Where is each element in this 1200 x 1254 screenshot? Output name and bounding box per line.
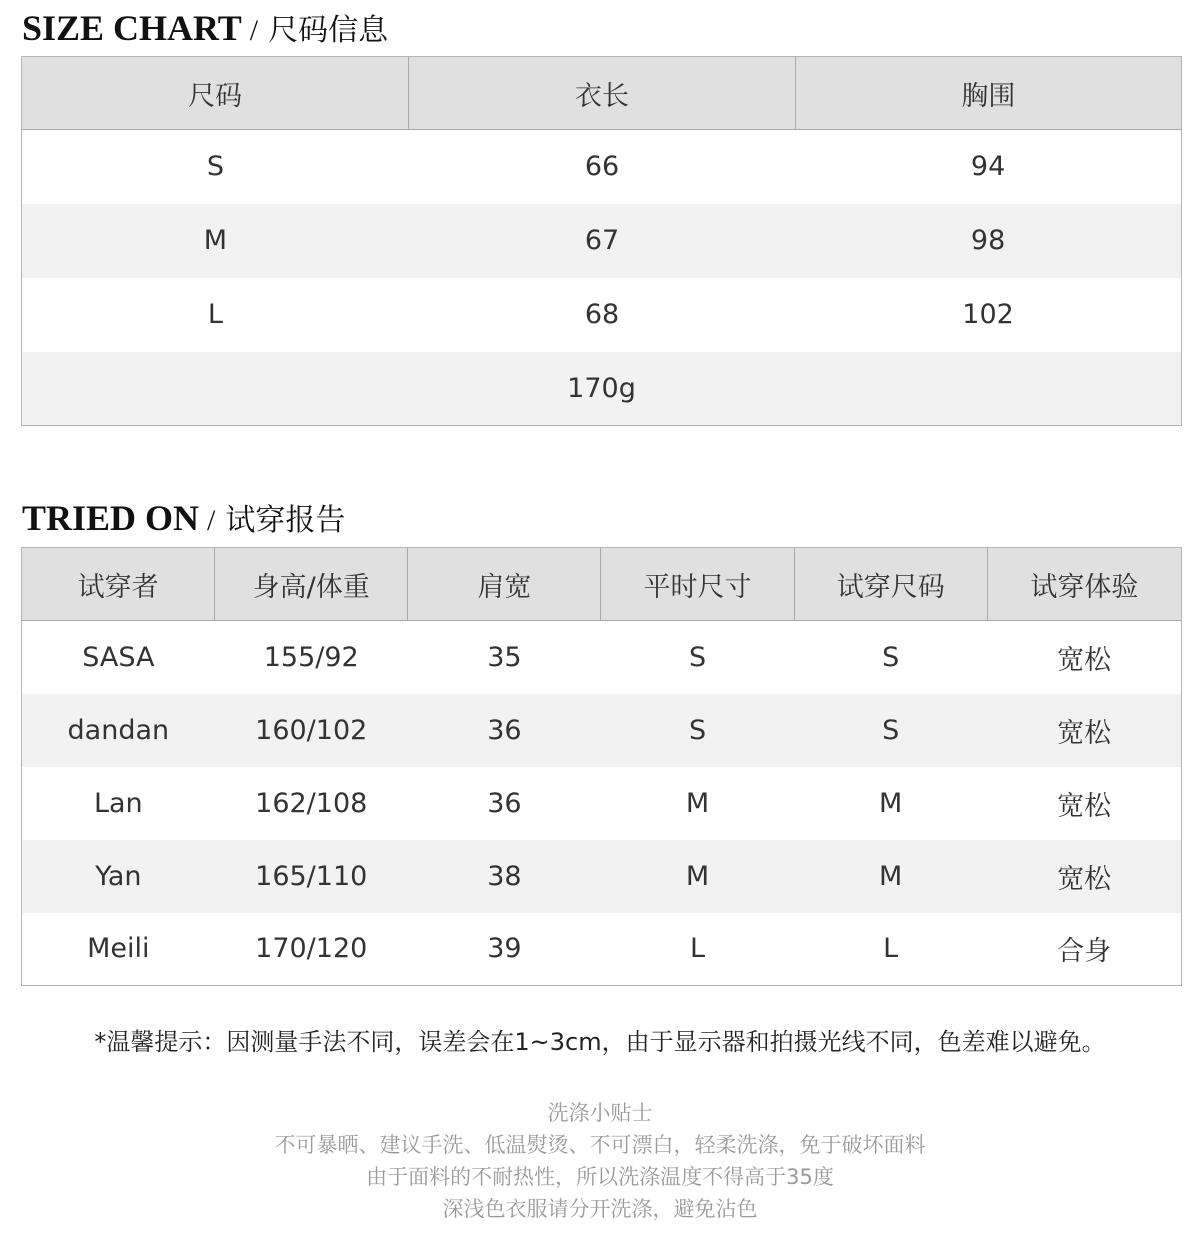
care-tips-line: 不可暴晒、建议手洗、低温熨烫、不可漂白，轻柔洗涤，免于破坏面料 xyxy=(274,1133,926,1157)
tester-cell: dandan xyxy=(22,694,215,767)
size-chart-table xyxy=(21,56,1182,426)
usual-size-cell: M xyxy=(601,767,794,840)
header-usual-size: 平时尺寸 xyxy=(601,548,794,621)
table-row xyxy=(22,278,1182,352)
header-tester: 试穿者 xyxy=(22,548,215,621)
tried-on-header-row xyxy=(22,548,1182,621)
tried-on-title-zh: 试穿报告 xyxy=(225,503,346,538)
care-tips xyxy=(0,1097,1200,1225)
shoulder-cell: 39 xyxy=(408,913,601,986)
table-row xyxy=(22,840,1182,913)
chest-cell: 98 xyxy=(795,204,1181,278)
fit-cell: 宽松 xyxy=(987,840,1181,913)
size-cell: L xyxy=(22,278,409,352)
tried-on-title-en: TRIED ON xyxy=(22,498,200,538)
shoulder-cell: 35 xyxy=(408,621,601,694)
shoulder-cell: 36 xyxy=(408,767,601,840)
tried-on-table xyxy=(21,547,1182,986)
size-cell: S xyxy=(22,130,409,204)
size-chart-title xyxy=(22,6,388,50)
size-cell: M xyxy=(22,204,409,278)
size-chart-header-row xyxy=(22,57,1182,130)
height-weight-cell: 155/92 xyxy=(215,621,408,694)
chest-cell: 102 xyxy=(795,278,1181,352)
header-tried-size: 试穿尺码 xyxy=(794,548,987,621)
table-row xyxy=(22,204,1182,278)
tester-cell: SASA xyxy=(22,621,215,694)
height-weight-cell: 165/110 xyxy=(215,840,408,913)
care-tips-title: 洗涤小贴士 xyxy=(547,1101,653,1125)
tried-on-title xyxy=(22,496,345,540)
tried-size-cell: L xyxy=(794,913,987,986)
title-separator: / xyxy=(249,14,259,47)
header-length: 衣长 xyxy=(409,57,795,130)
tried-size-cell: S xyxy=(794,621,987,694)
chest-cell: 94 xyxy=(795,130,1181,204)
header-chest: 胸围 xyxy=(795,57,1181,130)
header-shoulder: 肩宽 xyxy=(408,548,601,621)
tester-cell: Meili xyxy=(22,913,215,986)
tried-size-cell: S xyxy=(794,694,987,767)
usual-size-cell: S xyxy=(601,621,794,694)
usual-size-cell: M xyxy=(601,840,794,913)
length-cell: 67 xyxy=(409,204,795,278)
care-tips-line: 深浅色衣服请分开洗涤，避免沾色 xyxy=(442,1197,758,1221)
usual-size-cell: S xyxy=(601,694,794,767)
weight-row xyxy=(22,352,1182,426)
length-cell: 66 xyxy=(409,130,795,204)
measurement-notice: *温馨提示：因测量手法不同，误差会在1~3cm，由于显示器和拍摄光线不同，色差难以避免。 xyxy=(94,1028,1106,1056)
height-weight-cell: 170/120 xyxy=(215,913,408,986)
care-tips-line: 由于面料的不耐热性，所以洗涤温度不得高于35度 xyxy=(366,1165,834,1189)
tried-size-cell: M xyxy=(794,767,987,840)
table-row xyxy=(22,913,1182,986)
tried-size-cell: M xyxy=(794,840,987,913)
table-row xyxy=(22,694,1182,767)
header-fit: 试穿体验 xyxy=(987,548,1181,621)
fit-cell: 宽松 xyxy=(987,694,1181,767)
tester-cell: Yan xyxy=(22,840,215,913)
height-weight-cell: 160/102 xyxy=(215,694,408,767)
weight-cell: 170g xyxy=(22,352,1182,426)
title-separator: / xyxy=(207,504,216,537)
header-height-weight: 身高/体重 xyxy=(215,548,408,621)
shoulder-cell: 36 xyxy=(408,694,601,767)
tester-cell: Lan xyxy=(22,767,215,840)
table-row xyxy=(22,767,1182,840)
height-weight-cell: 162/108 xyxy=(215,767,408,840)
table-row xyxy=(22,130,1182,204)
size-chart-title-zh: 尺码信息 xyxy=(268,13,389,48)
shoulder-cell: 38 xyxy=(408,840,601,913)
fit-cell: 宽松 xyxy=(987,621,1181,694)
table-row xyxy=(22,621,1182,694)
size-chart-title-en: SIZE CHART xyxy=(22,8,242,48)
fit-cell: 宽松 xyxy=(987,767,1181,840)
header-size: 尺码 xyxy=(22,57,409,130)
usual-size-cell: L xyxy=(601,913,794,986)
fit-cell: 合身 xyxy=(987,913,1181,986)
length-cell: 68 xyxy=(409,278,795,352)
